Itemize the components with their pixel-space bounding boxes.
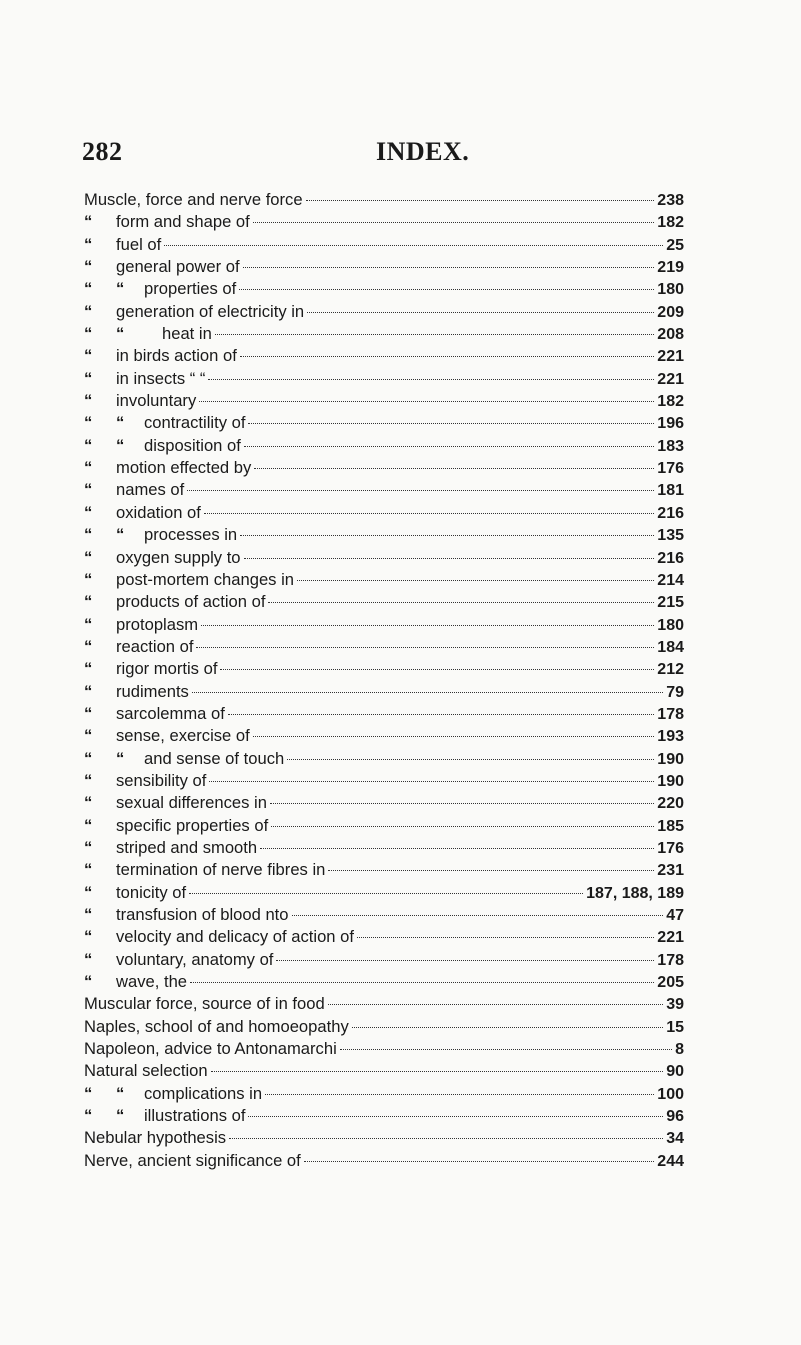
entry-page-numbers: 219 (657, 259, 684, 277)
entry-text: sense, exercise of (116, 726, 250, 746)
ditto-mark: “ (84, 681, 93, 701)
dot-leader (244, 433, 654, 447)
entry-text: rudiments (116, 681, 189, 701)
dot-leader (248, 410, 654, 424)
entry-text: sexual differences in (116, 793, 267, 813)
index-entry (84, 189, 684, 211)
dot-leader (328, 991, 663, 1005)
ditto-mark: “ (84, 569, 93, 589)
entry-text: wave, the (116, 972, 188, 992)
entry-text: oxygen supply to (116, 547, 241, 567)
entry-page-numbers: 185 (657, 817, 684, 835)
index-entry (84, 368, 684, 390)
entry-page-numbers: 205 (657, 974, 684, 992)
entry-text: generation of electricity in (116, 301, 305, 321)
dot-leader (228, 701, 654, 715)
dot-leader (292, 902, 664, 916)
dot-leader (192, 679, 663, 693)
index-entry (84, 1150, 684, 1172)
ditto-mark: “ (84, 502, 93, 522)
dot-leader (190, 969, 654, 983)
entry-page-numbers: 135 (657, 527, 684, 545)
entry-page-numbers: 8 (675, 1041, 684, 1059)
dot-leader (268, 589, 654, 603)
entry-text: disposition of (144, 435, 241, 455)
index-entry (84, 993, 684, 1015)
dot-leader (248, 1103, 663, 1117)
ditto-mark: “ (84, 212, 93, 232)
index-entry (84, 301, 684, 323)
entry-text: names of (116, 480, 185, 500)
entry-text: termination of nerve fibres in (116, 860, 326, 880)
ditto-mark: “ (84, 368, 93, 388)
entry-page-numbers: 187, 188, 189 (586, 884, 684, 902)
ditto-mark: “ (84, 837, 93, 857)
entry-text: contractility of (144, 413, 246, 433)
entry-page-numbers: 193 (657, 728, 684, 746)
ditto-mark: “ (116, 748, 125, 768)
ditto-mark: “ (84, 346, 93, 366)
entry-text: reaction of (116, 636, 194, 656)
index-entry (84, 926, 684, 948)
dot-leader (244, 545, 655, 559)
ditto-mark: “ (84, 748, 93, 768)
ditto-mark: “ (84, 592, 93, 612)
entry-page-numbers: 34 (666, 1130, 684, 1148)
dot-leader (239, 276, 654, 290)
index-entry (84, 390, 684, 412)
ditto-mark: “ (84, 324, 93, 344)
entry-text: tonicity of (116, 882, 187, 902)
entry-text: Nerve, ancient significance of (84, 1150, 301, 1170)
entry-page-numbers: 220 (657, 795, 684, 813)
ditto-mark: “ (116, 435, 125, 455)
entry-text: sarcolemma of (116, 703, 225, 723)
index-entry (84, 859, 684, 881)
dot-leader (254, 455, 654, 469)
entry-text: form and shape of (116, 212, 250, 232)
dot-leader (164, 232, 663, 246)
dot-leader (297, 567, 654, 581)
ditto-mark: “ (84, 636, 93, 656)
entry-text: and sense of touch (144, 748, 285, 768)
dot-leader (196, 634, 654, 648)
ditto-mark: “ (84, 972, 93, 992)
index-entry (84, 770, 684, 792)
index-entry (84, 792, 684, 814)
entry-page-numbers: 221 (657, 929, 684, 947)
index-entry (84, 457, 684, 479)
entry-page-numbers: 96 (666, 1108, 684, 1126)
index-entry (84, 323, 684, 345)
ditto-mark: “ (84, 279, 93, 299)
dot-leader (287, 746, 654, 760)
ditto-mark: “ (84, 770, 93, 790)
entry-text: post-mortem changes in (116, 569, 295, 589)
dot-leader (276, 947, 654, 961)
ditto-mark: “ (84, 882, 93, 902)
entry-page-numbers: 231 (657, 862, 684, 880)
entry-text: properties of (144, 279, 237, 299)
index-entry (84, 211, 684, 233)
ditto-mark: “ (84, 1083, 93, 1103)
entry-text: illustrations of (144, 1106, 246, 1126)
entry-text: sensibility of (116, 770, 207, 790)
ditto-mark: “ (116, 1106, 125, 1126)
ditto-mark: “ (84, 525, 93, 545)
dot-leader (240, 522, 654, 536)
index-entry (84, 703, 684, 725)
ditto-mark: “ (84, 435, 93, 455)
entry-page-numbers: 209 (657, 303, 684, 321)
entry-page-numbers: 221 (657, 348, 684, 366)
index-entry (84, 882, 684, 904)
entry-page-numbers: 238 (657, 192, 684, 209)
dot-leader (215, 321, 654, 335)
entry-page-numbers: 15 (666, 1018, 684, 1036)
entry-page-numbers: 212 (657, 661, 684, 679)
entry-page-numbers: 180 (657, 281, 684, 299)
page-number: 282 (82, 137, 123, 166)
ditto-mark: “ (116, 279, 125, 299)
dot-leader (187, 477, 654, 491)
index-entry (84, 1083, 684, 1105)
ditto-mark: “ (84, 257, 93, 277)
dot-leader (271, 813, 654, 827)
entry-text: rigor mortis of (116, 659, 218, 679)
entry-text: protoplasm (116, 614, 199, 634)
entry-page-numbers: 90 (666, 1063, 684, 1081)
index-entry (84, 435, 684, 457)
dot-leader (306, 187, 655, 201)
index-entry (84, 256, 684, 278)
entry-text: Natural selection (84, 1061, 208, 1081)
entry-text: voluntary, anatomy of (116, 949, 274, 969)
index-entry (84, 658, 684, 680)
index-entry (84, 591, 684, 613)
entry-text: involuntary (116, 391, 197, 411)
entry-text: general power of (116, 257, 240, 277)
dot-leader (307, 299, 654, 313)
ditto-mark: “ (84, 301, 93, 321)
entry-text: Muscle, force and nerve force (84, 190, 303, 209)
index-entry (84, 412, 684, 434)
entry-page-numbers: 182 (657, 214, 684, 232)
entry-page-numbers: 244 (657, 1152, 684, 1170)
dot-leader (352, 1014, 663, 1028)
index-entry (84, 569, 684, 591)
index-entry (84, 904, 684, 926)
index-entry (84, 234, 684, 256)
entry-page-numbers: 25 (666, 236, 684, 254)
dot-leader (253, 723, 655, 737)
ditto-mark: “ (84, 793, 93, 813)
index-entry (84, 1016, 684, 1038)
ditto-mark: “ (116, 324, 125, 344)
index-entry (84, 524, 684, 546)
entry-page-numbers: 208 (657, 326, 684, 344)
dot-leader (199, 388, 654, 402)
entry-text: transfusion of blood nto (116, 905, 289, 924)
entry-page-numbers: 178 (657, 951, 684, 969)
index-entry (84, 547, 684, 569)
dot-leader (265, 1081, 654, 1095)
index-entry (84, 345, 684, 367)
dot-leader (220, 656, 654, 670)
dot-leader (208, 366, 654, 380)
index-entry (84, 815, 684, 837)
ditto-mark: “ (84, 726, 93, 746)
ditto-mark: “ (84, 815, 93, 835)
index-entry (84, 1127, 684, 1149)
index-entry (84, 502, 684, 524)
entry-text: Muscular force, source of in food (84, 994, 325, 1014)
ditto-mark: “ (84, 614, 93, 634)
page-header (0, 137, 801, 177)
ditto-mark: “ (84, 905, 93, 924)
ditto-mark: “ (84, 860, 93, 880)
ditto-mark: “ (84, 391, 93, 411)
ditto-mark: “ (84, 480, 93, 500)
dot-leader (201, 612, 654, 626)
index-entry (84, 614, 684, 636)
index-entries (84, 189, 684, 1172)
ditto-mark: “ (84, 413, 93, 433)
index-entry (84, 949, 684, 971)
index-entry (84, 1060, 684, 1082)
dot-leader (304, 1148, 655, 1162)
entry-text: striped and smooth (116, 837, 258, 857)
entry-text: Napoleon, advice to Antonamarchi (84, 1039, 337, 1059)
entry-page-numbers: 190 (657, 772, 684, 790)
dot-leader (211, 1058, 664, 1072)
entry-page-numbers: 214 (657, 571, 684, 589)
index-entry (84, 725, 684, 747)
ditto-mark: “ (84, 547, 93, 567)
entry-page-numbers: 182 (657, 393, 684, 411)
entry-text: heat in (162, 324, 212, 344)
entry-page-numbers: 183 (657, 437, 684, 455)
entry-text: motion effected by (116, 458, 252, 478)
ditto-mark: “ (116, 413, 125, 433)
entry-text: complications in (144, 1083, 263, 1103)
entry-text: in insects “ “ (116, 368, 206, 388)
dot-leader (357, 924, 654, 938)
entry-text: oxidation of (116, 502, 201, 522)
entry-text: in birds action of (116, 346, 237, 366)
entry-page-numbers: 180 (657, 616, 684, 634)
dot-leader (260, 835, 654, 849)
dot-leader (340, 1036, 672, 1050)
entry-page-numbers: 181 (657, 482, 684, 500)
ditto-mark: “ (116, 1083, 125, 1103)
dot-leader (243, 254, 655, 268)
entry-text: velocity and delicacy of action of (116, 927, 354, 947)
ditto-mark: “ (116, 525, 125, 545)
ditto-mark: “ (84, 949, 93, 969)
index-entry (84, 479, 684, 501)
entry-text: specific properties of (116, 815, 269, 835)
entry-page-numbers: 216 (657, 504, 684, 522)
entry-text: Naples, school of and homoeopathy (84, 1016, 349, 1036)
index-entry (84, 971, 684, 993)
entry-text: fuel of (116, 234, 162, 254)
entry-page-numbers: 178 (657, 705, 684, 723)
dot-leader (253, 209, 655, 223)
ditto-mark: “ (84, 927, 93, 947)
entry-text: products of action of (116, 592, 266, 612)
index-entry (84, 748, 684, 770)
entry-page-numbers: 216 (657, 549, 684, 567)
ditto-mark: “ (84, 703, 93, 723)
entry-page-numbers: 79 (666, 683, 684, 701)
entry-page-numbers: 47 (666, 907, 684, 924)
ditto-mark: “ (84, 1106, 93, 1126)
entry-text: processes in (144, 525, 238, 545)
entry-page-numbers: 221 (657, 370, 684, 388)
dot-leader (229, 1125, 663, 1139)
dot-leader (209, 768, 654, 782)
entry-page-numbers: 176 (657, 839, 684, 857)
running-head: INDEX. (376, 137, 470, 166)
dot-leader (189, 880, 583, 894)
entry-page-numbers: 184 (657, 638, 684, 656)
index-entry (84, 837, 684, 859)
entry-page-numbers: 176 (657, 460, 684, 478)
ditto-mark: “ (84, 234, 93, 254)
dot-leader (240, 343, 654, 357)
ditto-mark: “ (84, 458, 93, 478)
entry-page-numbers: 196 (657, 415, 684, 433)
entry-page-numbers: 39 (666, 996, 684, 1014)
index-entry (84, 278, 684, 300)
entry-page-numbers: 215 (657, 594, 684, 612)
dot-leader (204, 500, 654, 514)
entry-page-numbers: 100 (657, 1085, 684, 1103)
dot-leader (270, 790, 654, 804)
ditto-mark: “ (84, 659, 93, 679)
dot-leader (328, 857, 654, 871)
entry-page-numbers: 190 (657, 750, 684, 768)
index-entry (84, 636, 684, 658)
entry-text: Nebular hypothesis (84, 1128, 227, 1148)
index-entry (84, 1105, 684, 1127)
index-entry (84, 681, 684, 703)
index-entry (84, 1038, 684, 1060)
